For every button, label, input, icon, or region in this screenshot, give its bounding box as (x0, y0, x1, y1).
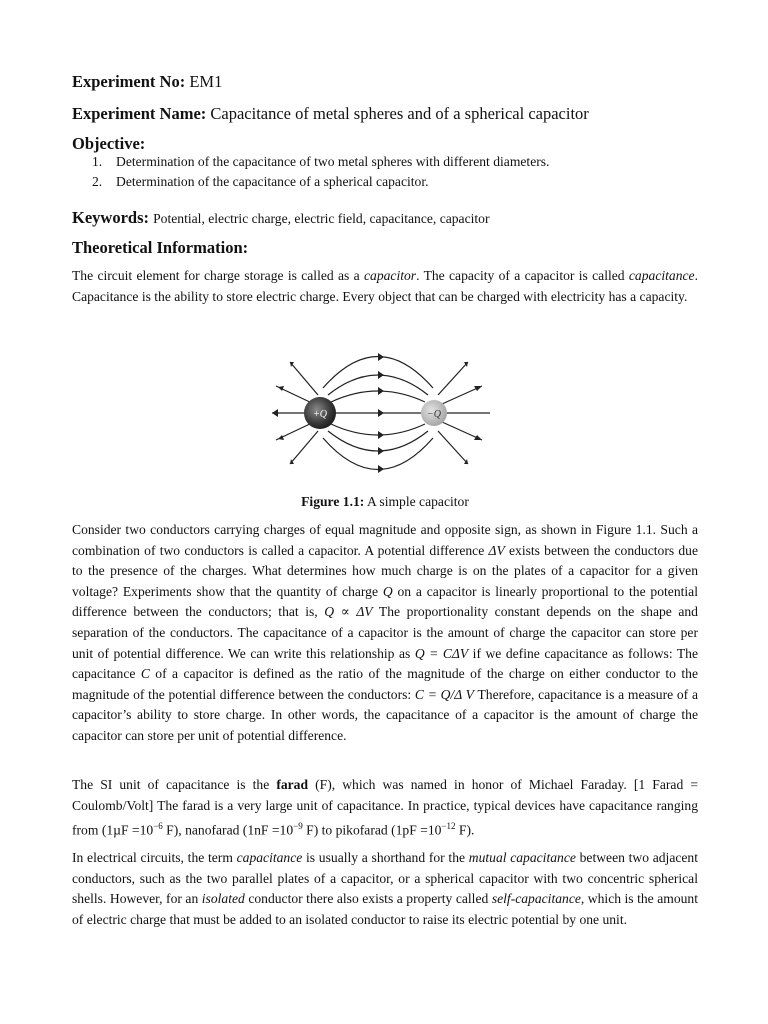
objective-item-text: Determination of the capacitance of a spherical capacitor. (116, 174, 429, 189)
term-isolated: isolated (201, 891, 245, 907)
capacitor-field-figure (268, 340, 502, 486)
theory-paragraph-3: The SI unit of capacitance is the farad (F), which was named in honor of Michael Faraday. [1 Farad = Coulomb/Volt] The farad is a very large unit of capacitance. In practice, typical devices have capacitance ranging from ($1\mu F =10^{-6}$ F), nanofarad ($1nF =10^{-9}$ F) to pikofarad ($1pF =10^{-12}$ F). (72, 777, 698, 838)
theory-heading: Theoretical Information: (72, 238, 249, 257)
objective-item-number: 1. (92, 154, 103, 169)
keywords-label: Keywords: (72, 208, 149, 227)
figure-caption-label: Figure 1.1: (301, 494, 365, 509)
objective-item-text: Determination of the capacitance of two metal spheres with different diameters. (116, 154, 550, 169)
figure-caption-text: A simple capacitor (364, 494, 469, 509)
objective-item-number: 2. (92, 174, 103, 189)
minus-q-label: −Q (427, 409, 441, 420)
theory-paragraph-2: Consider two conductors carrying charges of equal magnitude and opposite sign, as shown in Figure 1.1. Such a combination of two conductors is called a capacitor. A potential difference ΔV exists between the conductors due to the presence of the charges. What determines how much charge is on the plates of a capacitor for a given voltage? Experiments show that the quantity of charge Q on a capacitor is linearly proportional to the potential difference between the conductors; that is, Q ∝ ΔV The proportionality constant depends on the shape and separation of the conductors. The capacitance of a capacitor is the amount of charge the capacitor can store per unit of potential difference. We can write this relationship as Q = CΔV if we define capacitance as follows: The capacitance C of a capacitor is defined as the ratio of the magnitude of the charge on either conductor to the magnitude of the potential difference between the conductors: C = Q/Δ V Therefore, capacitance is a measure of a capacitor’s ability to store charge. In other words, the capacitance of a capacitor is the amount of charge the capacitor can store per unit of potential difference. (72, 522, 699, 743)
experiment-no-label: Experiment No: (72, 72, 186, 91)
objective-item (92, 154, 549, 170)
theory-paragraph-1: The circuit element for charge storage is called as a capacitor. The capacity of a capacitor is called capacitance. Capacitance is the ability to store electric charge. Every object that can be charged with electricity has a capacity. (72, 268, 698, 304)
term-farad: farad (276, 777, 309, 792)
theory-paragraph-4: In electrical circuits, the term capacitance is usually a shorthand for the mutual capacitance between two adjacent conductors, such as the two parallel plates of a capacitor, or a spherical capacitor with two concentric spherical shells. However, for an isolated conductor there also exists a property called self-capacitance, which is the amount of electric charge that must be added to an isolated conductor to raise its electric potential by one unit. (72, 850, 699, 927)
experiment-name-label: Experiment Name: (72, 104, 207, 123)
symbol-q: Q (382, 583, 393, 599)
experiment-name (72, 104, 589, 124)
experiment-no (72, 72, 222, 92)
term-capacitance-2: capacitance (236, 850, 303, 865)
experiment-no-value: EM1 (189, 72, 223, 91)
plus-q-label: +Q (313, 409, 327, 420)
term-capacitor: capacitor (364, 268, 417, 283)
keywords (72, 208, 490, 228)
symbol-delta-v: ΔV (488, 542, 505, 558)
equation-q-cdv: Q = CΔV (414, 645, 469, 661)
term-self-capacitance: self-capacitance (491, 891, 581, 907)
equation-proportional: Q ∝ ΔV (324, 604, 373, 620)
term-capacitance: capacitance (628, 268, 695, 283)
equation-c-q-dv: C = Q/Δ V (414, 686, 474, 702)
objective-item (92, 174, 429, 190)
keywords-value: Potential, electric charge, electric field, capacitance, capacitor (153, 211, 490, 226)
figure-caption (72, 494, 698, 510)
term-mutual-capacitance: mutual capacitance (468, 850, 576, 865)
experiment-name-value: Capacitance of metal spheres and of a spherical capacitor (210, 104, 589, 123)
symbol-c: C (140, 666, 150, 682)
objective-heading: Objective: (72, 134, 146, 153)
